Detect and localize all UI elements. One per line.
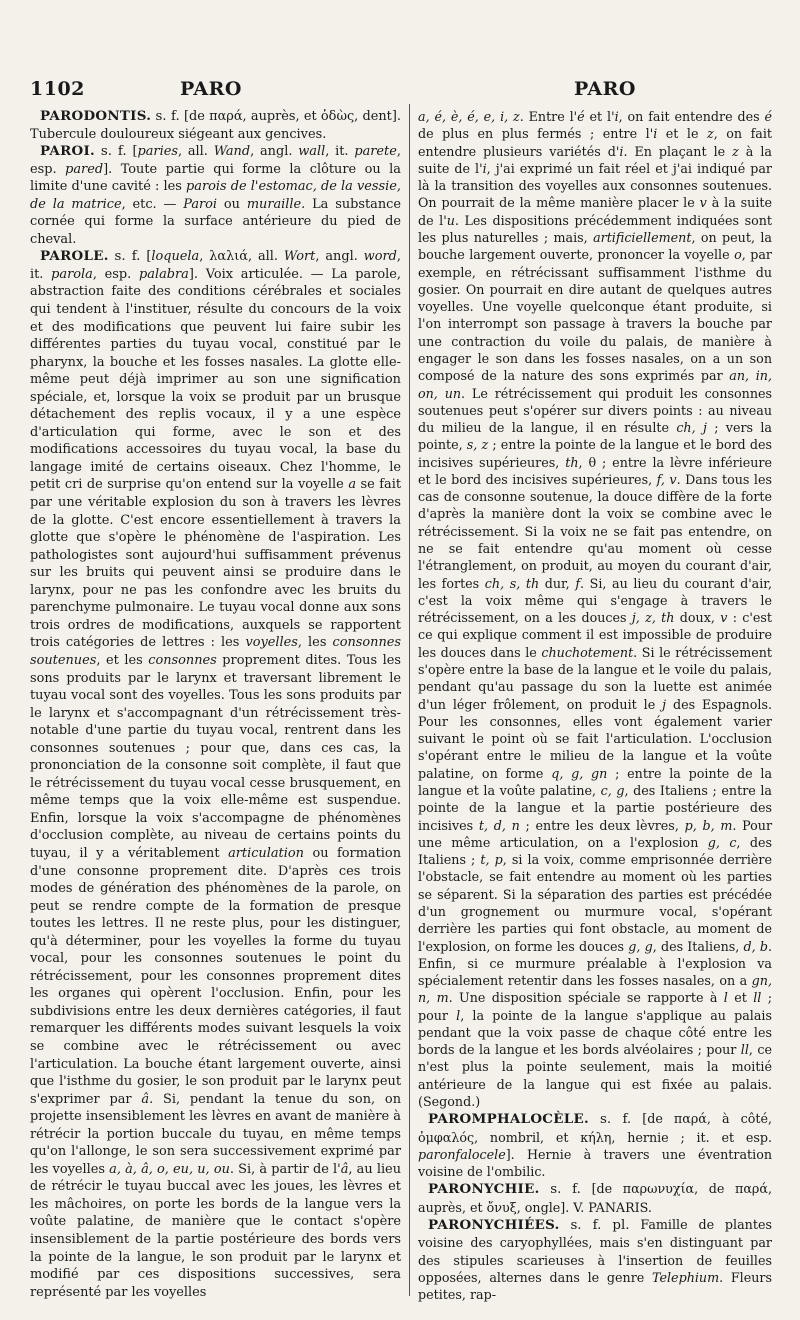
definition-text: , on fait entendre plusieurs variétés d' — [418, 126, 772, 159]
running-head-left: PARO — [180, 78, 242, 100]
etymology-text: , all. — [177, 144, 214, 160]
definition-text: , ce n'est plus la pointe seulement, mais la moitié antérieure de la langue qui est fixée au palais. (Segond.) — [418, 1042, 773, 1110]
entry-paronychiees — [418, 1216, 772, 1303]
example-text: parois de l'estomac, de la vessie, de la matrice — [30, 179, 401, 212]
definition-text: ]. Toute partie qui forme la clôture ou la limite d'une cavité : les — [30, 161, 401, 195]
entry-body: [de παρωνυχία, de παρά, auprès, et ὄνυξ, ongle]. V. PANARIS. — [418, 1181, 772, 1215]
etymology-text: , it. — [325, 144, 355, 160]
definition-text: . Pour une même articulation, on a l'explosion — [418, 817, 773, 850]
letter-example: voyelles — [245, 635, 298, 651]
definition-text: , au lieu de rétrécir le tuyau buccal avec les joues, les lèvres et les mâchoires, on porte les bords de la langue vers la voûte palatine, de manière que le contact s'opère insensiblement de la partie postérieure des bords vers la pointe de la langue, le son produit par le larynx et modifié par ces dispositions successives, sera représenté par les voyelles — [30, 1161, 401, 1300]
headword: PARONYCHIÉES. — [428, 1217, 560, 1233]
definition-text: . Dans tous les cas de consonne soutenue, la douce diffère de la forte d'après la manière dont la voix se combine avec le rétrécissement. Si la voix ne se fait pas entendre, on ne se fait entendre qu'au moment où cesse l'étranglement, on produit, au moyen du courant d'air, les fortes — [418, 471, 772, 591]
definition-text: . Fleurs petites, rap- — [418, 1269, 772, 1303]
example-text: Paroi — [183, 196, 218, 212]
letter-example: ll — [753, 990, 762, 1006]
letter-example: ch, s, th — [484, 575, 540, 591]
headword: PAROLE. — [40, 248, 109, 265]
letter-example: gn, n, m — [418, 973, 772, 1006]
part-of-speech: s. f. pl. — [570, 1218, 630, 1233]
definition-text: proprement dites. Tous les sons produits par le larynx et traversant librement le tuyau vocal sont des voyelles. Tous les sons produits par le larynx et s'accompagnant d'un rétrécissement très-notable d'une partie du tuyau vocal, rentrent dans les consonnes soutenues ; pour que, dans ces cas, la prononciation de la consonne soit complète, il faut que le rétrécissement du tuyau vocal cesse brusquement, en même temps que la voix elle-même est suspendue. Enfin, lorsque la voix s'accompagne de phénomènes d'occlusion complète, au niveau de certains points du tuyau, il y a véritablement — [30, 652, 401, 861]
headword: PARODONTIS. — [40, 108, 152, 124]
definition-text: ; vers la pointe, — [418, 420, 772, 453]
etymology-word: pared — [65, 161, 104, 177]
entry-parodontis — [30, 108, 401, 143]
definition-text: . Si le rétrécissement s'opère entre la base de la langue et le voile du palais, pendant qu'au passage du son la luette est animée d'un léger frôlement, on produit le — [418, 644, 773, 712]
definition-text: . Entre l' — [519, 109, 578, 124]
definition-text: , θ ; entre la lèvre inférieure et le bord des incisives supérieures, — [418, 454, 773, 487]
definition-text: . Une disposition spéciale se rapporte à — [448, 990, 724, 1006]
letter-example: z — [732, 143, 739, 159]
letter-example: artificiellement — [593, 229, 692, 245]
etymology-word: loquela — [151, 249, 200, 265]
definition-text: , si la voix, comme emprisonnée derrière l'obstacle, se fait entendre au moment où les parties se séparent. Si la séparation des parties est précédée d'un grognement ou murmure vocal, s'opérant derrière les parties qui font obstacle, au moment de l'explosion, on forme les douces — [418, 852, 773, 954]
headword: PAROMPHALOCÈLE. — [428, 1111, 589, 1128]
definition-text: doux, — [674, 610, 721, 626]
definition-text: , des Italiens ; entre la pointe de la langue et la partie postérieure des incisives — [418, 782, 772, 833]
etymology-text: , esp. — [92, 266, 140, 282]
letter-example: a, é, è, é, e, i, z — [418, 109, 520, 124]
definition-text: . Si, pendant la tenue du son, on projette insensiblement les lèvres en avant de manière à rétrécir la portion buccale du tuyau, en même temps qu'on l'allonge, le son sera successivement exprimé par les voyelles — [30, 1091, 401, 1177]
letter-example: c, g — [600, 782, 625, 798]
definition-text: , les — [297, 635, 333, 651]
letter-example: ll — [740, 1042, 749, 1058]
letter-example: chuchotement — [541, 644, 634, 660]
letter-example: a — [348, 477, 356, 493]
letter-example: articulation — [228, 845, 304, 861]
etymology-text: , it. — [30, 249, 401, 282]
headword: PAROI. — [40, 143, 96, 160]
definition-text: ]. Hernie à travers une éventration voisine de l'ombilic. — [418, 1146, 772, 1180]
etymology-word: paries — [137, 144, 178, 160]
definition-text: et l' — [584, 109, 615, 124]
part-of-speech: s. f. — [155, 109, 180, 124]
letter-example: v — [699, 195, 707, 211]
entry-body: [de παρά, auprès, et ὀδὼς, dent]. Tubercule douloureux siégeant aux gencives. — [30, 109, 401, 142]
definition-text: ; entre la pointe de la langue et la voûte palatine, — [418, 765, 773, 798]
etymology-word: Wort — [283, 249, 316, 265]
definition-text: Famille de plantes voisine des caryophyllées, mais s'en distinguant par des stipules scarieuses à l'insertion de feuilles opposées, alternes dans le genre — [418, 1217, 772, 1285]
letter-example: j, z, th — [631, 610, 675, 626]
definition-text: . Enfin, si ce murmure préalable à l'explosion va spécialement retentir dans les fosses nasales, on a — [418, 938, 772, 989]
entry-paroi — [30, 143, 401, 248]
etymology-text: , angl. — [250, 144, 299, 160]
letter-example: p, b, m — [684, 817, 733, 833]
page-number: 1102 — [30, 78, 85, 100]
etymology-word: parola — [51, 266, 93, 282]
letter-example: g, g — [628, 938, 653, 954]
letter-example: i — [482, 160, 487, 176]
definition-text: et le — [657, 126, 707, 142]
letter-example: ch, j — [676, 420, 707, 436]
definition-text: . Les dispositions précédemment indiquées sont les plus naturelles ; mais, — [418, 212, 772, 245]
right-column — [418, 108, 772, 1303]
definition-text: , des Italiens ; — [418, 834, 772, 868]
entry-paronychie — [418, 1180, 772, 1216]
etymology-word: parete — [354, 144, 397, 160]
letter-example: s, z — [466, 437, 489, 453]
left-column — [30, 108, 401, 1301]
definition-text: et — [727, 990, 754, 1006]
definition-text: , et les — [96, 652, 149, 668]
letter-example: l — [456, 1007, 461, 1023]
definition-text: , on fait entendre des — [618, 109, 765, 124]
letter-example: f — [575, 575, 581, 591]
letter-example: o — [734, 247, 742, 263]
definition-text: de plus en plus fermés ; entre l' — [418, 126, 654, 142]
letter-example: consonnes soutenues — [30, 635, 401, 668]
letter-example: t, d, n — [478, 817, 520, 833]
definition-text: ou formation d'une consonne proprement dite. D'après ces trois modes de génération des phénomènes de la parole, on peut se rendre compte de la formation de presque toutes les lettres. Il ne reste plus, pour les distinguer, qu'à déterminer, pour les voyelles la forme du tuyau vocal, pour les consonnes soutenues le point du rétrécissement, pour les consonnes proprement dites les organes qui opèrent l'occlusion. Enfin, pour les subdivisions entre les deux dernières catégories, il faut remarquer les différents modes suivant lesquels la voix se combine avec le rétrécissement ou avec l'articulation. La bouche étant largement ouverte, ainsi que l'isthme du gosier, le son produit par le larynx peut s'exprimer par — [30, 845, 401, 1107]
letter-example: é — [764, 109, 773, 124]
etymology-word: wall — [298, 144, 326, 160]
letter-example: i — [614, 109, 619, 124]
definition-text: , on peut, la bouche largement ouverte, prononcer la voyelle — [418, 229, 773, 263]
etymology-text: [ — [132, 144, 138, 160]
letter-example: d, b — [743, 938, 768, 954]
etymology-text: [ — [146, 249, 152, 265]
etymology-text: , esp. — [30, 144, 401, 177]
running-head-right: PARO — [574, 78, 636, 100]
letter-example: z — [707, 126, 714, 142]
definition-text: à la suite de l' — [418, 143, 772, 176]
etymology-word: palabra — [139, 266, 189, 282]
headword: PARONYCHIE. — [428, 1181, 540, 1198]
definition-text: ]. Voix articulée. — La parole, abstraction faite des conditions cérébrales et sociales qui tendent à l'instituer, résulte du concours de la voix et des modifications que peuvent lui faire subir les différentes parties du tuyau vocal, constitué par le pharynx, la bouche et les fosses nasales. La glotte elle-même peut déjà imprimer au son une signification spéciale, et, lorsque la voix se produit par un brusque détachement des replis vocaux, il y a une espèce d'articulation qui forme, avec le son et des modifications accessoires du tuyau vocal, la base du langage imité de certains oiseaux. Chez l'homme, le petit cri de surprise qu'on entend sur la voyelle — [30, 266, 402, 493]
entry-paromphalocele — [418, 1110, 772, 1180]
letter-example: an, in, on, un — [418, 368, 772, 401]
definition-text: . Si, à partir de l' — [229, 1161, 341, 1177]
definition-text: , la pointe de la langue s'applique au palais pendant que la voix passe de chaque côté entre les bords de la langue et les bords alvéolaires ; pour — [418, 1007, 773, 1058]
letter-example: t, p — [480, 852, 503, 868]
entry-parole — [30, 248, 401, 1301]
definition-text: dur, — [539, 575, 576, 591]
definition-text: se fait par une véritable explosion du son à travers les lèvres de la glotte. C'est encore essentiellement à travers la glotte que s'opère le phénomène de l'aspiration. Les pathologistes sont aujourd'hui suffisamment prévenus sur les bruits qui peuvent ainsi se produire dans le larynx, pour ne pas les confondre avec les bruits du parenchyme pulmonaire. Le tuyau vocal donne aux sons trois ordres de modifications, auxquels se rapportent trois catégories de lettres : les — [30, 477, 402, 651]
part-of-speech: s. f. — [114, 249, 141, 265]
letter-example: th — [565, 454, 579, 470]
definition-text: La substance cornée qui forme la surface antérieure du pied de cheval. — [30, 196, 402, 247]
definition-text: , des Italiens, — [652, 938, 744, 954]
etymology-word: paronfalocele — [418, 1146, 506, 1162]
part-of-speech: s. f. — [100, 144, 127, 160]
definition-text: . Si, au lieu du courant d'air, c'est la voix même qui s'engage à travers le rétrécissement, on a les douces — [418, 575, 772, 626]
letter-example: l — [723, 990, 728, 1006]
letter-example: consonnes — [148, 652, 217, 668]
letter-example: â — [340, 1161, 349, 1177]
etymology-text: , λαλιά, all. — [199, 249, 284, 265]
letter-example: v — [720, 610, 728, 626]
genus-name: Telephium — [652, 1269, 720, 1285]
letter-example: j — [662, 696, 667, 712]
letter-example: u — [446, 212, 455, 228]
part-of-speech: s. f. — [550, 1182, 581, 1198]
letter-example: f, v — [656, 471, 677, 487]
letter-example: â — [141, 1091, 150, 1107]
definition-text: [de παρά, à côté, ὀμφαλός, nombril, et κήλη, hernie ; it. et esp. — [418, 1111, 772, 1145]
entry-parole-continued — [418, 108, 772, 1110]
letter-example: a, à, â, o, eu, u, ou — [109, 1161, 230, 1177]
part-of-speech: s. f. — [600, 1112, 632, 1128]
letter-example: i — [653, 126, 658, 142]
example-text: muraille. — [246, 196, 306, 212]
definition-text: : c'est ce qui explique comment il est impossible de produire les douces dans le — [418, 610, 772, 660]
etymology-word: Wand — [213, 144, 251, 160]
definition-text: ; entre la pointe de la langue et le bord des incisives supérieures, — [418, 437, 772, 470]
letter-example: q, g, gn — [551, 765, 608, 781]
etymology-text: , angl. — [315, 249, 364, 265]
letter-example: é — [577, 109, 585, 124]
definition-text: à la suite de l' — [418, 195, 772, 228]
etymology-word: word — [363, 249, 397, 265]
definition-text: ou — [217, 196, 247, 212]
definition-text: . Le rétrécissement qui produit les consonnes soutenues peut s'opérer sur divers points : au niveau du milieu de la langue, il en résulte — [418, 385, 773, 436]
definition-text: . En plaçant le — [623, 143, 733, 159]
definition-text: ; entre les deux lèvres, — [519, 817, 685, 833]
definition-text: , par exemple, en rétrécissant suffisamment l'isthme du gosier. On pourrait en dire autant de quelques autres voyelles. Une voyelle quelconque étant produite, si l'on interrompt son passage à travers la bouche par une contraction du voile du palais, de manière à engager le son dans les fosses nasales, on a un son composé de la nature des sons exprimés par — [418, 247, 772, 384]
letter-example: g, c — [707, 834, 737, 850]
definition-text: , j'ai exprimé un fait réel et j'ai indiqué par là la transition des voyelles aux consonnes soutenues. On pourrait de la même manière placer le — [418, 160, 772, 211]
letter-example: i — [619, 143, 624, 159]
definition-text: ; pour — [418, 990, 772, 1023]
column-rule — [409, 104, 410, 1296]
definition-text: , etc. — — [121, 196, 184, 212]
definition-text: des Espagnols. Pour les consonnes, elles vont également varier suivant le point où se fait l'articulation. L'occlusion s'opérant entre le milieu de la langue et la voûte palatine, on forme — [418, 696, 772, 781]
